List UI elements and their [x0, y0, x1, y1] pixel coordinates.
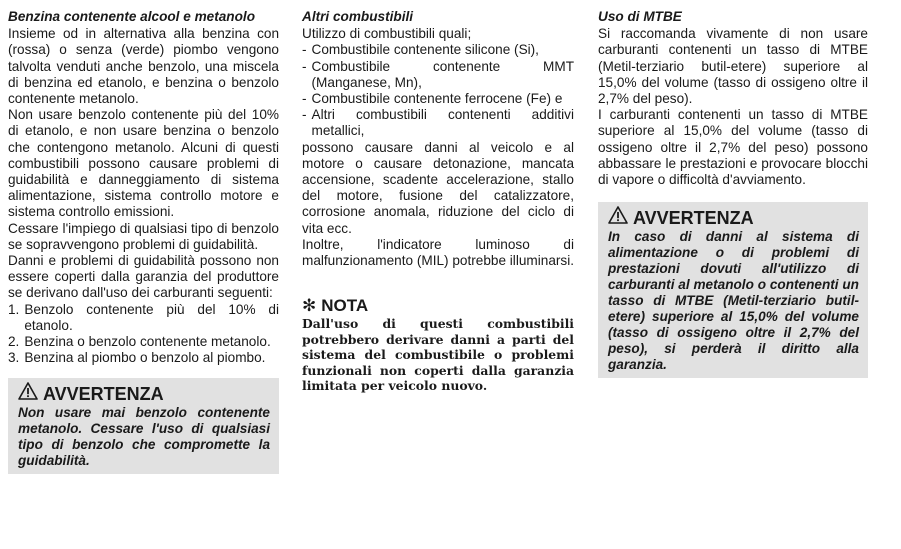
list-marker: 3. — [8, 350, 20, 366]
paragraph: possono causare danni al veicolo e al motore o causare detonazione, mancata accensione, scadente accelerazione, stallo del motore, fusione del catalizzatore, corrosione anomala, riduzione del ciclo di vita ecc. — [302, 139, 574, 236]
list-item-text: Benzina al piombo o benzolo al piombo. — [24, 350, 266, 366]
column-other-fuels — [302, 9, 574, 394]
paragraph: I carburanti contenenti un tasso di MTBE superiore al 15,0% del volume (tasso di ossigeno oltre il 2,7% del peso) possono abbassare le prestazioni e provocare blocchi di vapore o difficoltà d'avviamento. — [598, 107, 868, 188]
warning-box — [598, 202, 868, 378]
column-alcohol-methanol — [8, 9, 279, 474]
list-marker: 1. — [8, 301, 20, 317]
asterisk-icon: ✻ — [302, 296, 317, 316]
note-title — [302, 296, 574, 316]
paragraph: Utilizzo di combustibili quali; — [302, 26, 472, 42]
note-text: Dall'uso di questi combustibili potrebbero derivare danni a parti del sistema del combustibile o problemi funzionali non coperti dalla garanzia limitata per veicolo nuovo. — [302, 316, 574, 394]
list-item-text: Combustibile contenente ferrocene (Fe) e — [311, 91, 563, 107]
list-item-text: Benzina o benzolo contenente metanolo. — [24, 334, 271, 350]
list-item — [302, 59, 574, 91]
section-heading: Benzina contenente alcool e metanolo — [8, 9, 255, 24]
list-marker: - — [302, 91, 307, 107]
list-marker: - — [302, 107, 307, 123]
list-marker: - — [302, 42, 307, 58]
note-title-text: NOTA — [321, 296, 369, 316]
list-item — [8, 350, 279, 366]
list-item — [8, 302, 279, 334]
paragraph: Insieme od in alternativa alla benzina con (rossa) o senza (verde) piombo vengono talvolta venduti anche benzolo, una miscela di benzina ed etanolo, e benzina o benzolo contenente metanolo. — [8, 26, 279, 107]
paragraph: Si raccomanda vivamente di non usare carburanti contenenti un tasso di MTBE (Metil-terziario butil-etere) superiore al 15,0% del volume (tasso di ossigeno oltre il 2,7% del peso). — [598, 26, 868, 107]
paragraph: Cessare l'impiego di qualsiasi tipo di benzolo se sopravvengono problemi di guidabilità. — [8, 220, 279, 252]
warning-title-text: AVVERTENZA — [633, 207, 754, 228]
paragraph: Non usare benzolo contenente più del 10% di etanolo, e non usare benzina o benzolo che contengono metanolo. Alcuni di questi combustibili possono causare problemi di guidabilità e danneggiamento di sistema alimentazione, sistema controllo motore e sistema controllo emissioni. — [8, 107, 279, 220]
list-item — [8, 334, 279, 350]
warning-triangle-icon — [18, 382, 38, 405]
list-item-text: Combustibile contenente MMT (Manganese, Mn), — [311, 58, 574, 90]
list-item-text: Altri combustibili contenenti additivi metallici, — [311, 107, 574, 139]
warning-title — [18, 382, 270, 405]
warning-title-text: AVVERTENZA — [43, 383, 164, 404]
list-item — [302, 107, 574, 139]
paragraph: Danni e problemi di guidabilità possono non essere coperti dalla garanzia del produttore se derivano dall'uso dei carburanti seguenti: — [8, 253, 279, 301]
warning-text: In caso di danni al sistema di alimentazione o di problemi di prestazioni dovuti all'utilizzo di carburanti al metanolo o contenenti un tasso di MTBE (Metil-terziario butil-etere) superiore al 15,0% del volume (tasso di ossigeno oltre il 2,7% del peso), si perderà il diritto alla garanzia. — [608, 229, 859, 373]
list-marker: 2. — [8, 334, 20, 350]
warning-box — [8, 378, 279, 474]
list-item-text: Benzolo contenente più del 10% di etanolo. — [24, 301, 279, 333]
paragraph: Inoltre, l'indicatore luminoso di malfunzionamento (MIL) potrebbe illuminarsi. — [302, 236, 574, 269]
warning-triangle-icon — [608, 206, 628, 229]
warning-text: Non usare mai benzolo contenente metanolo. Cessare l'uso di qualsiasi tipo di benzolo che compromette la guidabilità. — [18, 405, 270, 469]
list-item-text: Combustibile contenente silicone (Si), — [311, 42, 539, 58]
list-marker: - — [302, 58, 307, 74]
section-heading: Altri combustibili — [302, 9, 414, 24]
section-heading: Uso di MTBE — [598, 9, 682, 24]
column-mtbe — [598, 9, 868, 378]
list-item — [302, 42, 574, 58]
list-item — [302, 91, 574, 107]
warning-title — [608, 206, 859, 229]
